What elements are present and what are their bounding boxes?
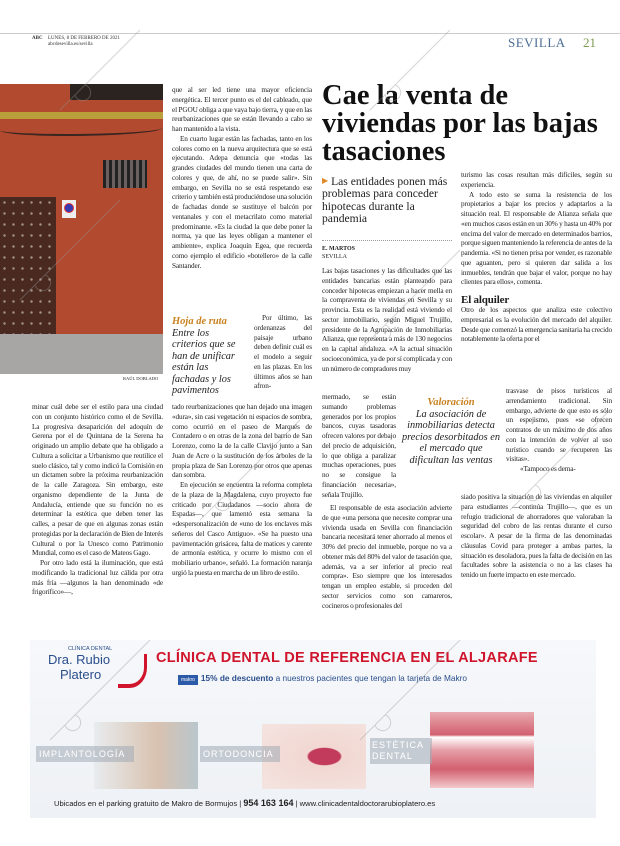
issue-date: LUNES, 8 DE FEBRERO DE 2021 — [48, 36, 120, 41]
paragraph: que al ser led tiene una mayor eficiencia energética. El tercer punto es el del cableado, que el PGOU obliga a que vaya bajo tierra, y que en las reurbanizaciones que se están llevando a cabo se han mantenido a la vista. — [172, 86, 312, 133]
headline: Cae la venta de viviendas por las bajas tasaciones — [322, 80, 598, 167]
offer-rest: a nuestros pacientes que tengan la tarjeta de Makro — [273, 673, 468, 683]
paragraph: Por último, las ordenanzas del paisaje urbano deben definir cuál es el modelo a seguir en las plazas. En los últimos años se han afron- — [254, 314, 312, 391]
right-article-column-3-narrow — [322, 393, 396, 500]
makro-card-icon: makro — [178, 675, 198, 685]
photo-pavement — [0, 334, 163, 374]
paragraph: Por otro lado está la iluminación, que está modificando la tradicional luz cálida por otra más fría —algunos la han denominado «de frigorífico»—, — [32, 559, 163, 597]
ad-location: Ubicados en el parking gratuito de Makro de Bormujos | — [54, 799, 242, 808]
ad-website[interactable]: | www.clinicadentaldoctorarubioplatero.es — [295, 799, 436, 808]
photo-sign — [62, 200, 76, 218]
paragraph: Las bajas tasaciones y las dificultades que las entidades bancarias están planteando para conceder hipotecas empiezan a hacer mella en la compraventa de viviendas en Sevilla y su provincia. Esta es la realidad está viviendo el sector inmobiliario, según Miguel Trujillo, presidente de la Agrupación de Inmobiliarias Alianza, que representa a más de 130 negocios en la capital andaluza. «A la actual situación socioeconómica, ya de por sí complicada y con un número de compradores muy — [322, 267, 452, 373]
byline — [322, 245, 355, 261]
ad-headline: CLÍNICA DENTAL DE REFERENCIA EN EL ALJARAFE — [156, 650, 538, 666]
paragraph: Otro de los aspectos que analiza este colectivo empresarial es la evolución del mercado del alquiler. Desde que comenzó la emergencia sanitaria ha crecido notablemente la oferta por el — [461, 306, 612, 344]
service-implantology[interactable]: IMPLANTOLOGÍA — [36, 746, 134, 762]
logo-line-2: Platero — [60, 667, 102, 682]
section-title: SEVILLA — [508, 35, 566, 50]
section-heading-alquiler: El alquiler — [461, 294, 510, 306]
logo-smile-swoosh-icon — [118, 654, 147, 688]
paragraph: A todo esto se suma la resistencia de los propietarios a bajar los precios y adaptarlos a la situación real. El responsable de Alianza señala que «en muchos casos están en un 30% y hasta un 40% por encima del valor de mercado en determinados barrios, porque siguen manteniendo la referencia de antes de la pandemia. «Si no tienen prisa por vender, es razonable que aguanten, pero si quieren dar salida a los inmuebles, tendrán que bajar el valor, porque no hay clientes para ellos», comenta. — [461, 190, 612, 287]
pullquote-text: Entre los criterios que se han de unificar están las fachadas y los pavimentos — [172, 328, 236, 397]
clinic-logo — [48, 646, 148, 682]
right-article-column-4-top — [461, 171, 612, 345]
right-article-column-4-bottom — [461, 493, 612, 581]
photo-credit: RAÚL DOBLADO — [123, 376, 159, 381]
subheadline-text: Las entidades ponen más problemas para conceder hipotecas durante la pandemia — [322, 175, 448, 226]
ad-phone[interactable]: 954 163 164 — [243, 798, 294, 808]
left-article-column-2-side — [254, 314, 312, 392]
brand-label: ABC — [32, 36, 43, 41]
page-header — [0, 33, 620, 55]
photo-top-dark — [70, 84, 163, 100]
service-orthodontics[interactable]: ORTODONCIA — [200, 746, 280, 762]
pullquote-title: Hoja de ruta — [172, 316, 227, 327]
pullquote-text: La asociación de inmobiliarias detecta precios desorbitados en el mercado que dificultan las ventas — [401, 409, 500, 466]
section-url: abcdesevilla.es/sevilla — [48, 42, 93, 47]
paragraph: mermado, se están sumando problemas generados por los propios bancos, cuyas tasadoras ofrecen valores por debajo del precio de adquisición, lo que obliga a paralizar muchas operaciones, pues no se consigue la financiación necesaria», señala Trujillo. — [322, 393, 396, 499]
right-article-column-3-top — [322, 267, 452, 374]
service-aesthetic[interactable]: ESTÉTICA DENTAL — [370, 738, 432, 764]
pullquote-hoja-de-ruta — [172, 316, 246, 396]
offer-bold: 15% de descuento — [200, 673, 274, 683]
logo-line-1: Dra. Rubio — [48, 652, 111, 667]
photo-aesthetic — [430, 712, 534, 788]
dental-clinic-ad[interactable] — [30, 640, 596, 818]
paragraph: minar cuál debe ser el estilo para una ciudad con un conjunto histórico como el de Sevilla. La progresiva desaparición del adoquín de Gerena por el de Quintana de la Serena ha originado un amplio debate que ha obligado a Cultura a solicitar a Urbanismo que reutilice el suelo clásico, tal y como indicó la Comisión en un dictamen sobre la próxima reurbanización de la calle Zaragoza. Sin embargo, este organismo dependiente de la Junta de Andalucía, entiende que su función no es determinar la estética que deben tener las calles, a pesar de que en algunas zonas están protegidas por la declaración de Bien de Interés Cultural o por la Unesco como Patrimonio Mundial, como es el caso de Mateos Gago. — [32, 403, 163, 558]
ad-offer — [178, 673, 467, 685]
left-article-column-2-bottom — [172, 403, 312, 579]
pullquote-valoracion — [400, 397, 502, 466]
byline-author: E. MARTOS — [322, 246, 356, 252]
paragraph: tado reurbanizaciones que han dejado una imagen «dura», sin casi vegetación ni espacios de sombra, como ocurrió en el paseo de Marqués de Contadero o en otras de la zona del barrio de San Lorenzo, como la de la calle Clavijo junto a San Juan de Acre o la sustitución de los árboles de la propia plaza de San Lorenzo por otros que apenas dan sombra. — [172, 403, 312, 480]
page-number: 21 — [583, 35, 596, 50]
triangle-bullet-icon: ▶ — [322, 176, 329, 185]
photo-window-grille — [103, 160, 147, 188]
photo-yellow-beam — [0, 112, 163, 119]
pullquote-title: Valoración — [427, 397, 475, 408]
paragraph: siado positiva la situación de las viviendas en alquiler para estudiantes —continúa Trujillo—, que es un refugio tradicional de ahorradores que valoraban la seguridad del cobro de las rentas durante el curso escolar». A pesar de la firma de las denominadas cláusulas Covid para proteger a ambas partes, la situación es desoladora, pues la falta de decisión en las facultades sobre la asistencia o no a las clases ha tenido un fuerte impacto en este mercado. — [461, 493, 612, 579]
left-article-column-1 — [32, 403, 163, 598]
photo-wooden-door — [0, 197, 56, 334]
left-article-column-2-top — [172, 86, 312, 271]
subheadline — [322, 175, 452, 226]
subhead-rule — [322, 240, 452, 241]
paragraph: En cuarto lugar están las fachadas, tanto en los colores como en la nueva arquitectura que se está ejecutando. Adepa denuncia que «todas las grandes ciudades del mundo tienen una carta de colores y que, de ahí, no se puede salir». Sin embargo, en Sevilla no se está respetando ese criterio y también está produciéndose una solución de fachadas donde se sustituye el balcón por ventanales y con el metacrilato como material predominante. «Es la ciudad la que debe poner la norma, ya que las leyes obligan a mantener el ambiente», explica Joaquín Egea, que recuerda como ejemplo el edificio «botellero» de la calle Santander. — [172, 134, 312, 270]
paragraph: El responsable de esta asociación advierte de que «una persona que necesite comprar una vivienda usada en Sevilla con financiación bancaria necesitará tener ahorrado al menos el 30% del precio del inmueble, porque no va a obtener más del 80% del valor de tasación que, además, va a ser inferior al precio real compra». Eso siempre que los interesados tengan un empleo estable, si proceden del sector servicios como son camareros, cocineros o profesionales del — [322, 504, 452, 610]
paragraph: «Tampoco es dema- — [520, 465, 576, 473]
logo-small-text: CLÍNICA DENTAL — [68, 646, 113, 652]
paragraph: turismo las cosas resultan más difíciles, según su experiencia. — [461, 171, 612, 189]
header-rule — [0, 33, 620, 34]
byline-place: SEVILLA — [322, 254, 347, 260]
article-photo — [0, 84, 163, 374]
paragraph: En ejecución se encuentra la reforma completa de la plaza de la Magdalena, cuyo proyecto fue criticado por Ciudadanos —socio ahora de Espadas—, que lamentó esta semana la «despersonalización de «uno de los enclaves más señeros del Casco Antiguo». «Se ha puesto una pavimentación grisácea, falta de matices y carente de armonía estética, y ocurre lo mismo con el mobiliario urbano», señaló. La formación naranja urgió la puesta en marcha de un libro de estilo. — [172, 481, 312, 577]
paragraph: trasvase de pisos turísticos al arrendamiento tradicional. Sin embargo, advierte de que esto es sólo un espejismo, pues «se ofrecen contratos de un máximo de dos años con la intención de volver al uso turístico cuando se recuperen las visitas». — [506, 387, 612, 464]
ad-footer — [54, 798, 435, 808]
right-article-column-3-bottom — [322, 504, 452, 611]
right-article-column-4-narrow — [506, 387, 612, 475]
photo-cables — [0, 122, 163, 136]
